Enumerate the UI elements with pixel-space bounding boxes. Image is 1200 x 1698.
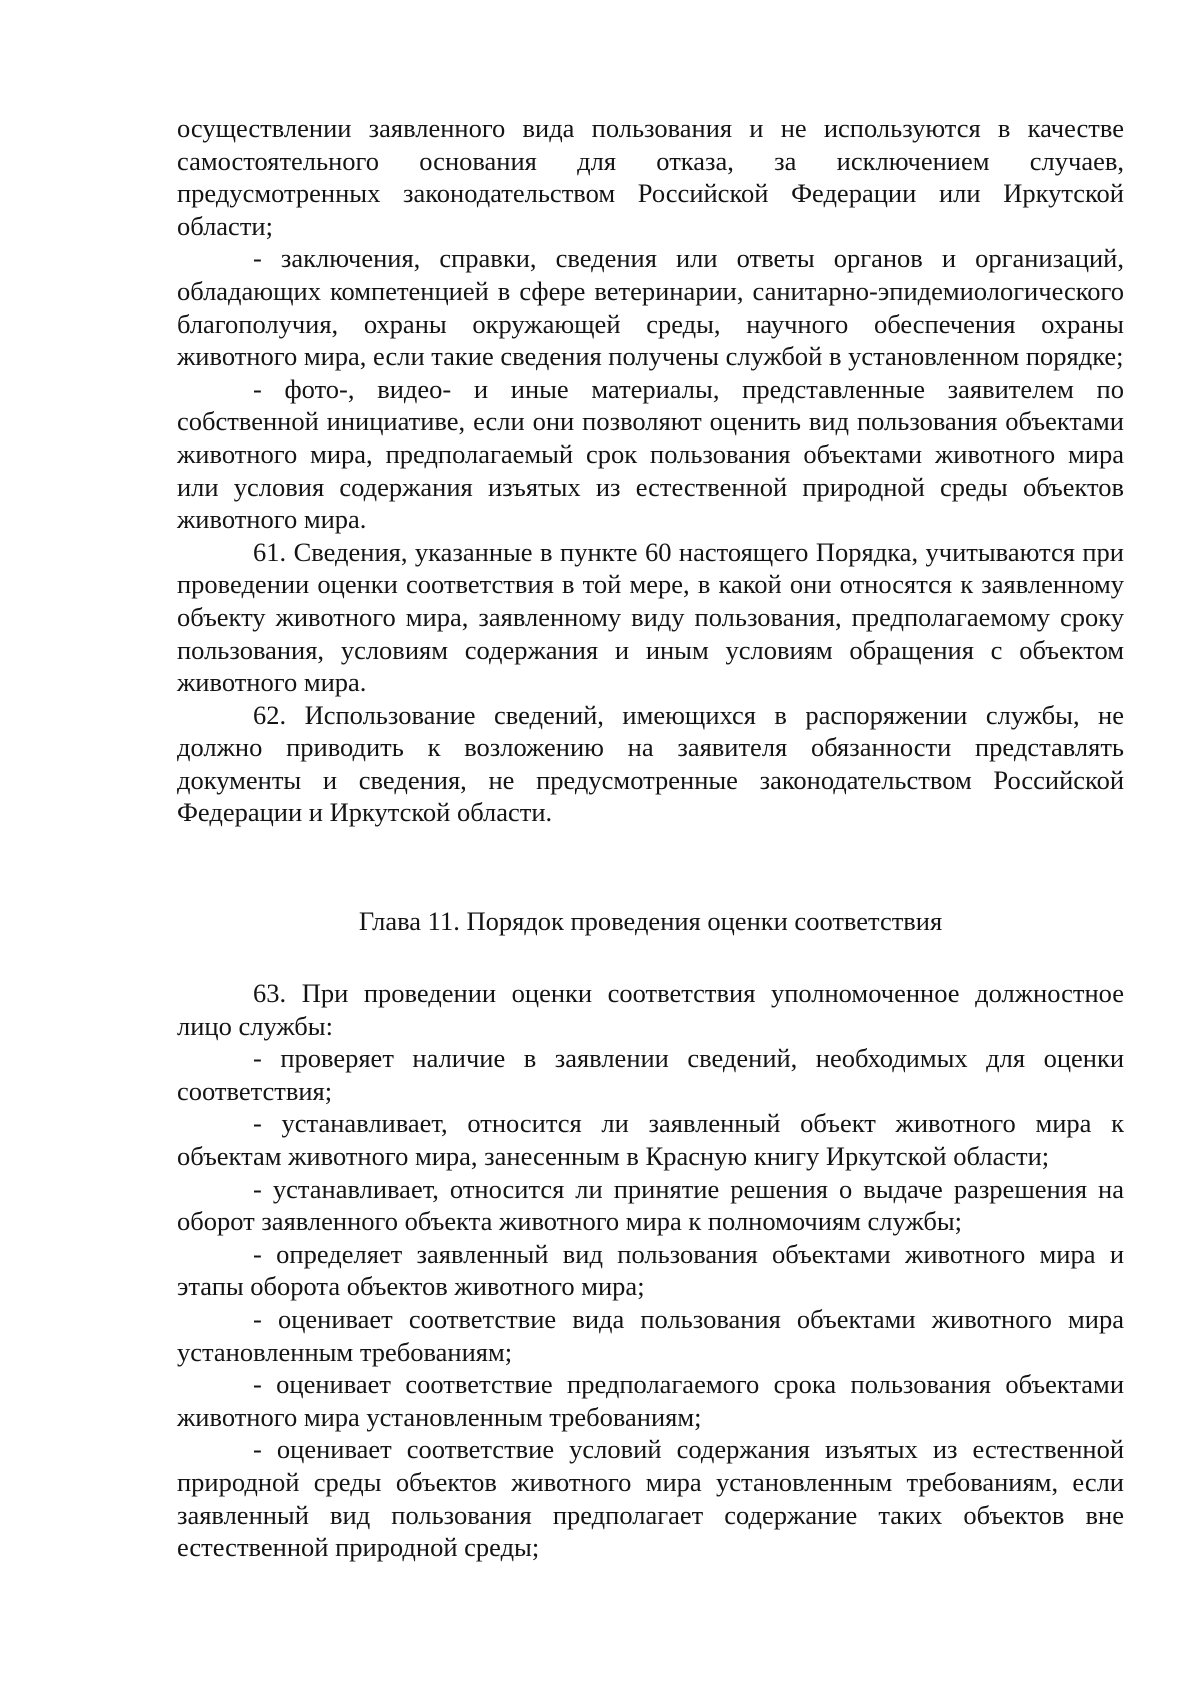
paragraph-list-item: - оценивает соответствие вида пользования объектами животного мира установленным требованиям; xyxy=(177,1303,1124,1367)
paragraph-list-item: - оценивает соответствие предполагаемого срока пользования объектами животного мира установленным требованиям; xyxy=(177,1369,1124,1432)
paragraph-list-item: - устанавливает, относится ли принятие решения о выдаче разрешения на оборот заявленного объекта животного мира к полномочиям службы; xyxy=(177,1173,1124,1237)
paragraph-list-item: - оценивает соответствие условий содержания изъятых из естественной природной среды объектов животного мира установленным требованиям, если заявленный вид пользования предполагает содержание таких объектов вне естественной природной среды; xyxy=(177,1434,1124,1563)
chapter-heading: Глава 11. Порядок проведения оценки соответствия xyxy=(358,906,943,936)
paragraph-clause-61: 61. Сведения, указанные в пункте 60 настоящего Порядка, учитываются при проведении оценки соответствия в той мере, в какой они относятся к заявленному объекту животного мира, заявленному виду пользования, предполагаемому сроку пользования, условиям содержания и иным условиям обращения с объектом животного мира. xyxy=(177,536,1124,698)
paragraph-list-item: - заключения, справки, сведения или ответы органов и организаций, обладающих компетенцией в сфере ветеринарии, санитарно-эпидемиологического благополучия, охраны окружающей среды, научного обеспечения охраны животного мира, если такие сведения получены службой в установленном порядке; xyxy=(177,243,1124,372)
section-body-before-heading xyxy=(177,112,1124,829)
paragraph-list-item: - фото-, видео- и иные материалы, представленные заявителем по собственной инициативе, если они позволяют оценить вид пользования объектами животного мира, предполагаемый срок пользования объектами животного мира или условия содержания изъятых из естественной природной среды объектов животного мира. xyxy=(177,373,1124,535)
paragraph-clause-63: 63. При проведении оценки соответствия уполномоченное должностное лицо службы: xyxy=(177,978,1124,1041)
paragraph-list-item: - проверяет наличие в заявлении сведений, необходимых для оценки соответствия; xyxy=(177,1043,1124,1106)
paragraph-list-item: - устанавливает, относится ли заявленный объект животного мира к объектам животного мира, занесенным в Красную книгу Иркутской области; xyxy=(177,1108,1124,1171)
paragraph-list-item: - определяет заявленный вид пользования объектами животного мира и этапы оборота объектов животного мира; xyxy=(177,1238,1124,1302)
section-body-after-heading xyxy=(177,977,1124,1564)
paragraph-clause-62: 62. Использование сведений, имеющихся в распоряжении службы, не должно приводить к возложению на заявителя обязанности представлять документы и сведения, не предусмотренные законодательством Российской Федерации и Иркутской области. xyxy=(177,699,1124,828)
paragraph-continuation: осуществлении заявленного вида пользования и не используются в качестве самостоятельного основания для отказа, за исключением случаев, предусмотренных законодательством Российской Федерации или Иркутской области; xyxy=(177,113,1124,241)
